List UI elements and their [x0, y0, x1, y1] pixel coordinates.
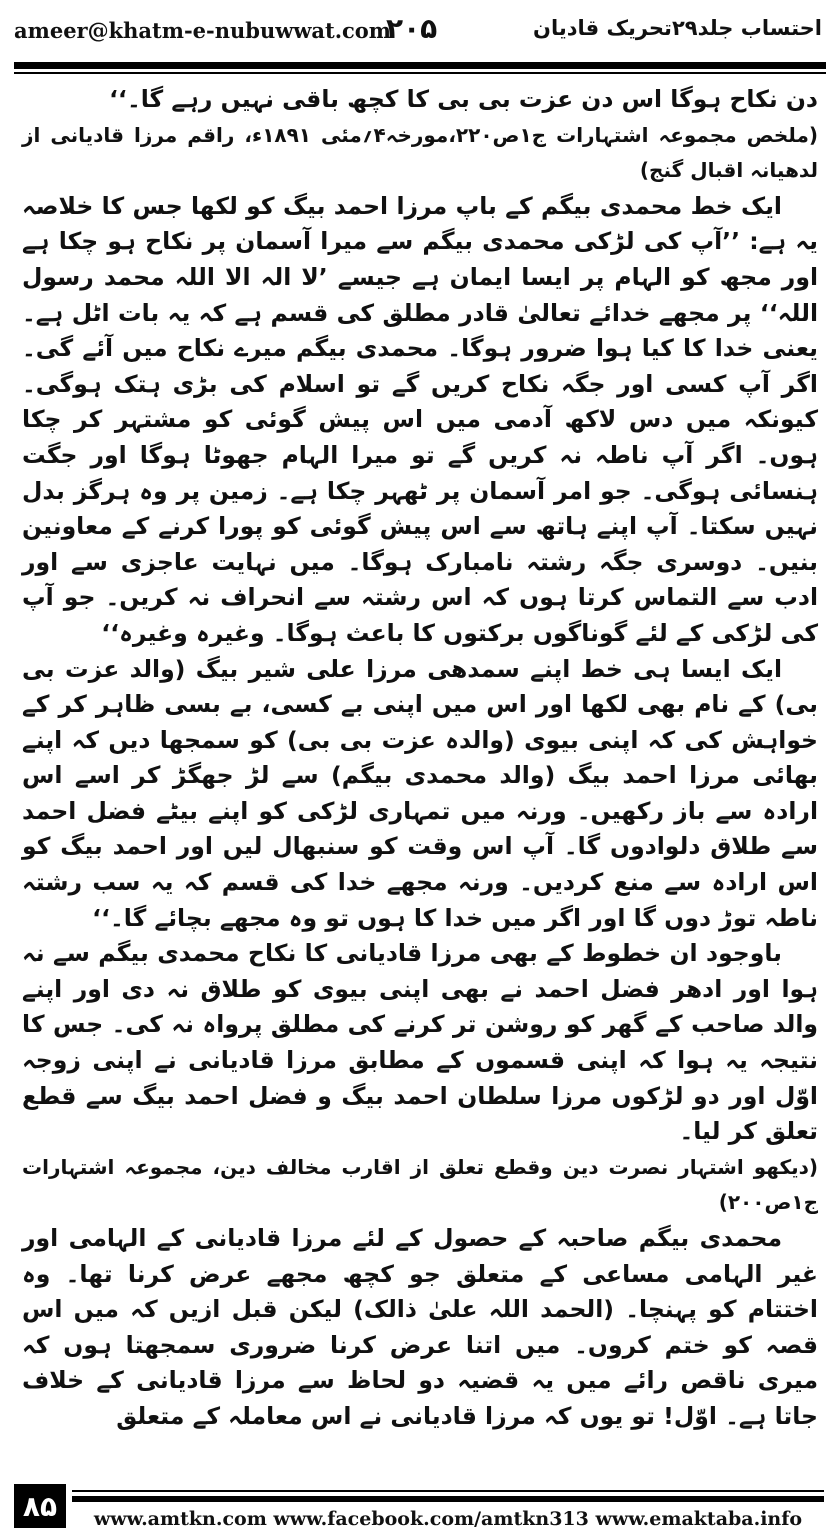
paragraph-2: ایک ایسا ہی خط اپنے سمدھی مرزا علی شیر بیگ (والد عزت بی بی) کے نام بھی لکھا اور اس میں اپنی بے کسی، بے بسی ظاہر کر کے خواہش کی کہ اپنی بیوی (والدہ عزت بی بی) کو سمجھا دیں کہ اپنے بھائی مرزا احمد بیگ (والد محمدی بیگم) سے لڑ جھگڑ کر اسے اس ارادہ سے باز رکھیں۔ ورنہ میں تمہاری لڑکی کو اپنے بیٹے فضل احمد سے طلاق دلوادوں گا۔ آپ اس وقت کو سنبھال لیں اور احمد بیگ کو اس ارادہ سے منع کردیں۔ ورنہ مجھے خدا کی قسم کہ یہ سب رشتہ ناطہ توڑ دوں گا اور اگر میں خدا کا ہوں تو وہ مجھے بچائے گا۔‘‘ [22, 654, 818, 932]
paragraph-4: محمدی بیگم صاحبہ کے حصول کے لئے مرزا قادیانی کے الہامی اور غیر الہامی مساعی کے متعلق جو کچھ مجھے عرض کرنا تھا۔ وہ اختتام کو پہنچا۔ (الحمد اللہ علیٰ ذالک) لیکن قبل ازیں کہ میں اس قصہ کو ختم کروں۔ میں اتنا عرض کرنا ضروری سمجھتا ہوں کہ میری ناقص رائے میں یہ قضیہ دو لحاظ سے مرزا قادیانی کے خلاف جاتا ہے۔ اوّل! تو یوں کہ مرزا قادیانی نے اس معاملہ کے متعلق [22, 1224, 818, 1430]
header-email: ameer@khatm-e-nubuwwat.com [14, 18, 392, 43]
header-rule-thin [14, 72, 826, 74]
page-header [14, 12, 822, 52]
footer-links: www.amtkn.com www.facebook.com/amtkn313 www.emaktaba.info [93, 1508, 803, 1530]
paragraph-1: ایک خط محمدی بیگم کے باپ مرزا احمد بیگ کو لکھا جس کا خلاصہ یہ ہے: ’’آپ کی لڑکی محمدی بیگم سے میرا آسمان پر نکاح ہو چکا ہے اور مجھ کو الہام پر ایسا ایمان ہے جیسے ’لا الہ الا اللہ محمد رسول اللہ‘‘ پر مجھے خدائے تعالیٰ قادر مطلق کی قسم ہے کہ یہ بات اٹل ہے۔ یعنی خدا کا کیا ہوا ضرور ہوگا۔ محمدی بیگم میرے نکاح میں آئے گی۔ اگر آپ کسی اور جگہ نکاح کریں گے تو اسلام کی بڑی ہتک ہوگی۔ کیونکہ میں دس لاکھ آدمی میں اس پیش گوئی کو مشتہر کر چکا ہوں۔ اگر آپ ناطہ نہ کریں گے تو میرا الہام جھوٹا ہوگا اور جگت ہنسائی ہوگی۔ جو امر آسمان پر ٹھہر چکا ہے۔ زمین پر وہ ہرگز بدل نہیں سکتا۔ آپ اپنے ہاتھ سے اس پیش گوئی کو پورا کرنے کے معاونین بنیں۔ دوسری جگہ رشتہ نامبارک ہوگا۔ میں نہایت عاجزی سے اور ادب سے التماس کرتا ہوں کہ اس رشتہ سے انحراف نہ کریں۔ جو آپ کی لڑکی کے لئے گوناگوں برکتوں کا باعث ہوگا۔ وغیرہ وغیرہ‘‘ [22, 191, 818, 647]
header-rule-thick [14, 62, 826, 69]
citation-1: (ملخص مجموعہ اشتہارات ج۱ص۲۲۰،مورخہ۴؍مئی ۱۸۹۱ء، راقم مرزا قادیانی از لدھیانہ اقبال گنج) [22, 122, 818, 183]
intro-line: دن نکاح ہوگا اس دن عزت بی بی کا کچھ باقی نہیں رہے گا۔‘‘ [109, 85, 818, 113]
footer-page-box: ۸۵ [14, 1484, 66, 1528]
book-title: احتساب جلد۲۹تحریک قادیان [533, 16, 822, 40]
page-body [22, 82, 818, 1470]
paragraph-3: باوجود ان خطوط کے بھی مرزا قادیانی کا نکاح محمدی بیگم سے نہ ہوا اور ادھر فضل احمد نے بھی اپنی بیوی کو طلاق نہ دی اور اپنے والد صاحب کے گھر کو روشن تر کرنے کی مطلق پرواہ نہ کی۔ جس کا نتیجہ یہ ہوا کہ اپنی قسموں کے مطابق مرزا قادیانی نے اپنی زوجہ اوّل اور دو لڑکوں مرزا سلطان احمد بیگ و فضل احمد بیگ سے قطع تعلق کر لیا۔ [22, 939, 818, 1146]
footer-rule-thin [72, 1490, 824, 1492]
page-number: ۲۰۵ [386, 12, 438, 45]
footer-rule-thick [72, 1496, 824, 1502]
citation-2: (دیکھو اشتہار نصرت دین وقطع تعلق از اقارب مخالف دین، مجموعہ اشتہارات ج۱ص۲۰۰) [22, 1154, 818, 1215]
